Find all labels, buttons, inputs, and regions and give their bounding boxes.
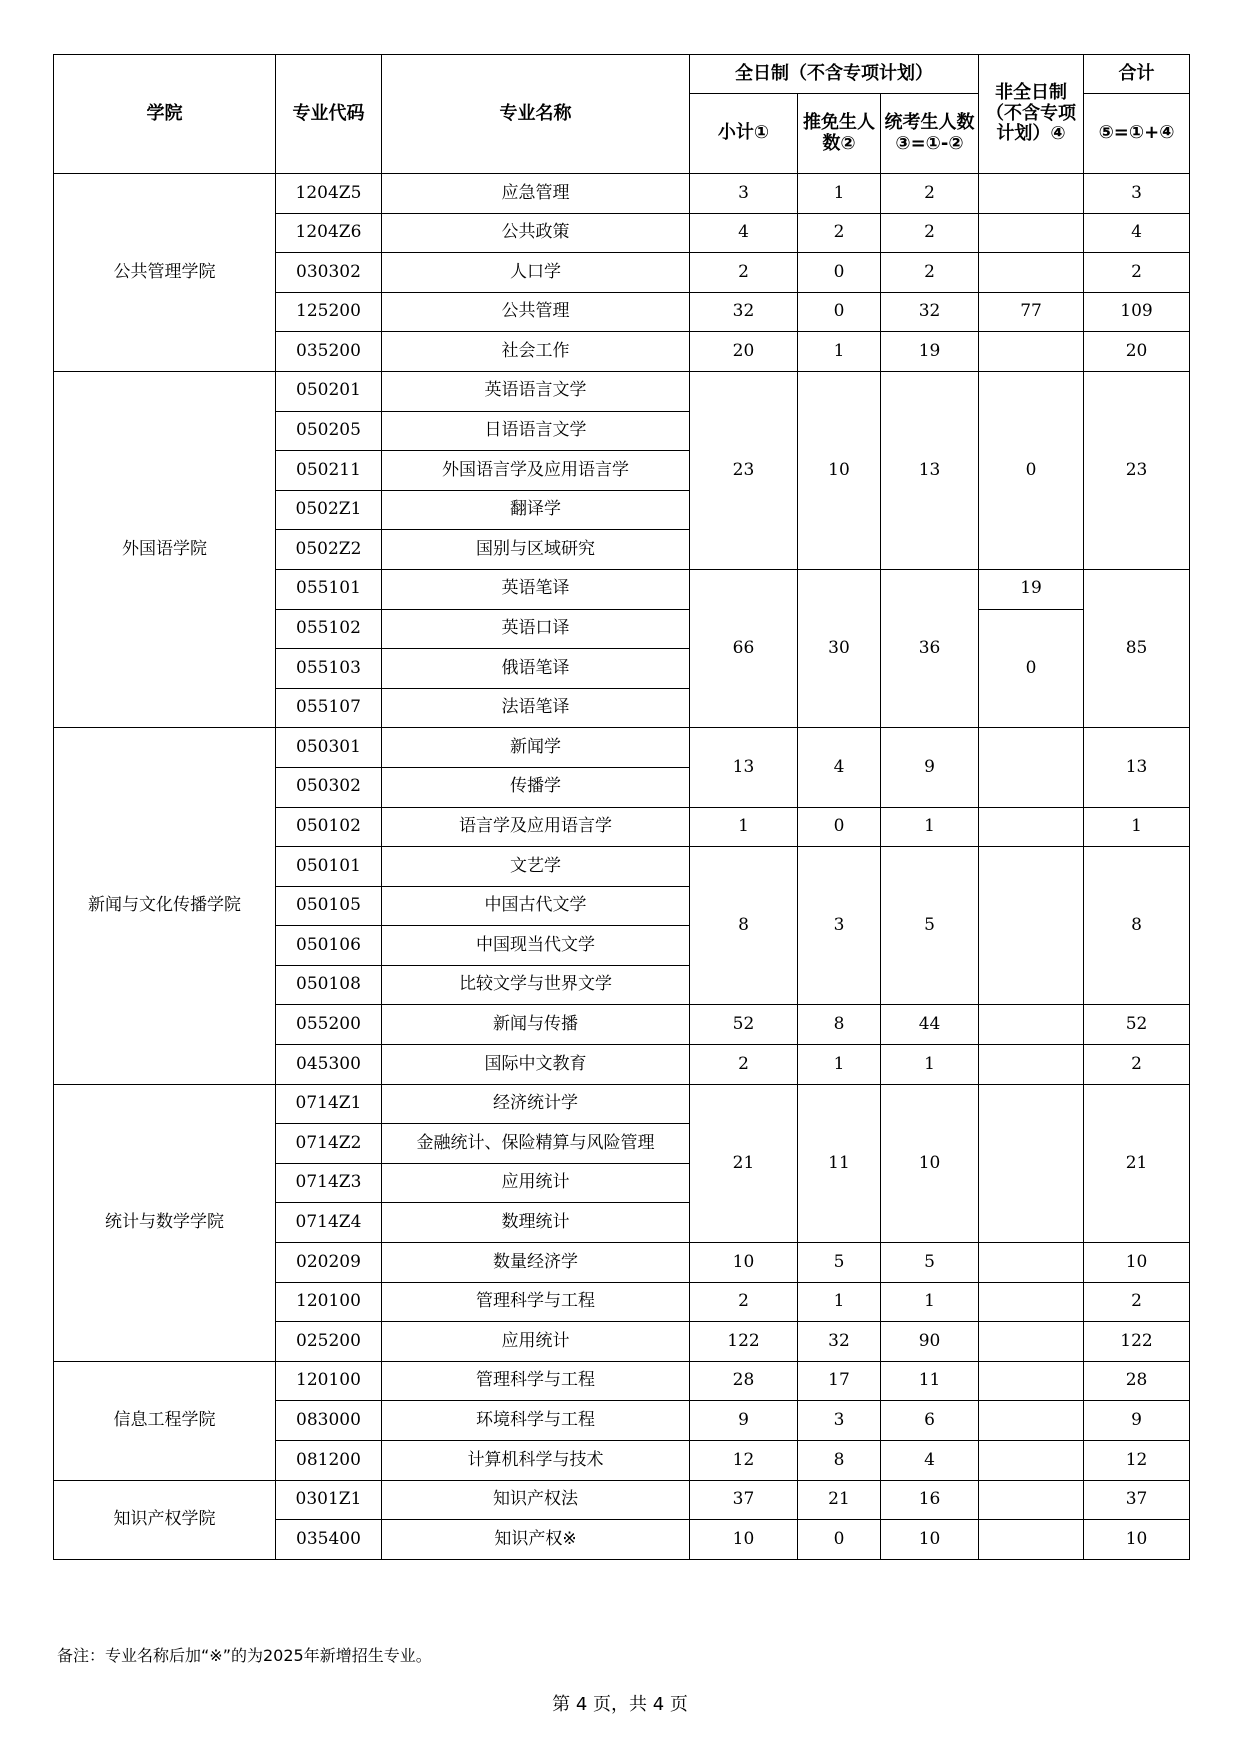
- parttime-cell: [979, 174, 1084, 214]
- total-cell: 109: [1084, 292, 1190, 332]
- major-name: 俄语笔译: [382, 649, 690, 689]
- college-cell: 知识产权学院: [54, 1480, 276, 1559]
- recommended-cell: 1: [798, 1045, 881, 1085]
- header-exam: 统考生人数③=①-②: [881, 94, 979, 174]
- recommended-cell: 1: [798, 1282, 881, 1322]
- table-row: [54, 728, 1190, 768]
- major-name: 新闻与传播: [382, 1005, 690, 1045]
- parttime-cell: [979, 1084, 1084, 1242]
- major-code: 055101: [276, 569, 382, 609]
- total-cell: 85: [1084, 569, 1190, 727]
- exam-cell: 5: [881, 1243, 979, 1283]
- major-code: 055102: [276, 609, 382, 649]
- major-name: 中国现当代文学: [382, 926, 690, 966]
- recommended-cell: 1: [798, 332, 881, 372]
- major-code: 1204Z6: [276, 213, 382, 253]
- total-cell: 28: [1084, 1361, 1190, 1401]
- subtotal-cell: 12: [690, 1441, 798, 1481]
- major-code: 0502Z2: [276, 530, 382, 570]
- major-code: 055107: [276, 688, 382, 728]
- header-major: 专业名称: [382, 55, 690, 174]
- total-cell: 2: [1084, 1282, 1190, 1322]
- major-name: 英语口译: [382, 609, 690, 649]
- parttime-cell: [979, 1401, 1084, 1441]
- subtotal-cell: 4: [690, 213, 798, 253]
- major-code: 050301: [276, 728, 382, 768]
- major-name: 外国语言学及应用语言学: [382, 451, 690, 491]
- major-name: 管理科学与工程: [382, 1361, 690, 1401]
- total-cell: 1: [1084, 807, 1190, 847]
- subtotal-cell: 13: [690, 728, 798, 807]
- parttime-cell: [979, 1322, 1084, 1362]
- parttime-cell: 19: [979, 569, 1084, 609]
- major-name: 数量经济学: [382, 1243, 690, 1283]
- major-name: 人口学: [382, 253, 690, 293]
- exam-cell: 5: [881, 847, 979, 1005]
- major-name: 翻译学: [382, 490, 690, 530]
- total-cell: 52: [1084, 1005, 1190, 1045]
- table-row: [54, 1084, 1190, 1124]
- major-code: 050108: [276, 965, 382, 1005]
- subtotal-cell: 66: [690, 569, 798, 727]
- major-name: 国别与区域研究: [382, 530, 690, 570]
- total-cell: 9: [1084, 1401, 1190, 1441]
- major-name: 比较文学与世界文学: [382, 965, 690, 1005]
- exam-cell: 32: [881, 292, 979, 332]
- major-code: 083000: [276, 1401, 382, 1441]
- total-cell: 4: [1084, 213, 1190, 253]
- recommended-cell: 0: [798, 1520, 881, 1560]
- major-name: 中国古代文学: [382, 886, 690, 926]
- total-cell: 2: [1084, 253, 1190, 293]
- major-name: 环境科学与工程: [382, 1401, 690, 1441]
- exam-cell: 16: [881, 1480, 979, 1520]
- parttime-cell: 0: [979, 609, 1084, 728]
- major-code: 0714Z4: [276, 1203, 382, 1243]
- major-name: 传播学: [382, 767, 690, 807]
- table-row: [54, 1480, 1190, 1520]
- subtotal-cell: 2: [690, 1045, 798, 1085]
- major-name: 日语语言文学: [382, 411, 690, 451]
- total-cell: 122: [1084, 1322, 1190, 1362]
- major-code: 050102: [276, 807, 382, 847]
- recommended-cell: 8: [798, 1441, 881, 1481]
- major-name: 英语笔译: [382, 569, 690, 609]
- exam-cell: 19: [881, 332, 979, 372]
- exam-cell: 10: [881, 1084, 979, 1242]
- recommended-cell: 1: [798, 174, 881, 214]
- major-code: 020209: [276, 1243, 382, 1283]
- recommended-cell: 30: [798, 569, 881, 727]
- subtotal-cell: 2: [690, 1282, 798, 1322]
- major-name: 应用统计: [382, 1322, 690, 1362]
- footnote: 备注：专业名称后加“※”的为2025年新增招生专业。: [57, 1646, 432, 1665]
- parttime-cell: 0: [979, 371, 1084, 569]
- exam-cell: 90: [881, 1322, 979, 1362]
- subtotal-cell: 3: [690, 174, 798, 214]
- total-cell: 2: [1084, 1045, 1190, 1085]
- total-cell: 8: [1084, 847, 1190, 1005]
- college-cell: 外国语学院: [54, 371, 276, 727]
- parttime-cell: [979, 1282, 1084, 1322]
- exam-cell: 10: [881, 1520, 979, 1560]
- total-cell: 12: [1084, 1441, 1190, 1481]
- subtotal-cell: 2: [690, 253, 798, 293]
- total-cell: 13: [1084, 728, 1190, 807]
- header-parttime: 非全日制（不含专项计划）④: [979, 55, 1084, 174]
- major-code: 120100: [276, 1282, 382, 1322]
- subtotal-cell: 8: [690, 847, 798, 1005]
- major-name: 公共政策: [382, 213, 690, 253]
- major-name: 知识产权法: [382, 1480, 690, 1520]
- major-code: 0301Z1: [276, 1480, 382, 1520]
- major-code: 0714Z3: [276, 1163, 382, 1203]
- subtotal-cell: 23: [690, 371, 798, 569]
- recommended-cell: 10: [798, 371, 881, 569]
- exam-cell: 4: [881, 1441, 979, 1481]
- major-code: 055103: [276, 649, 382, 689]
- major-code: 050211: [276, 451, 382, 491]
- recommended-cell: 4: [798, 728, 881, 807]
- header-fulltime: 全日制（不含专项计划）: [690, 55, 979, 94]
- exam-cell: 2: [881, 253, 979, 293]
- recommended-cell: 3: [798, 1401, 881, 1441]
- subtotal-cell: 20: [690, 332, 798, 372]
- subtotal-cell: 9: [690, 1401, 798, 1441]
- recommended-cell: 8: [798, 1005, 881, 1045]
- page-number: 第 4 页，共 4 页: [552, 1694, 688, 1715]
- major-name: 文艺学: [382, 847, 690, 887]
- header-total: 合计: [1084, 55, 1190, 94]
- recommended-cell: 5: [798, 1243, 881, 1283]
- exam-cell: 9: [881, 728, 979, 807]
- subtotal-cell: 37: [690, 1480, 798, 1520]
- enrollment-table: [53, 54, 1190, 1560]
- exam-cell: 13: [881, 371, 979, 569]
- total-cell: 37: [1084, 1480, 1190, 1520]
- table-row: [54, 174, 1190, 214]
- subtotal-cell: 21: [690, 1084, 798, 1242]
- major-name: 英语语言文学: [382, 371, 690, 411]
- exam-cell: 11: [881, 1361, 979, 1401]
- recommended-cell: 0: [798, 292, 881, 332]
- major-name: 法语笔译: [382, 688, 690, 728]
- exam-cell: 1: [881, 807, 979, 847]
- major-code: 0714Z2: [276, 1124, 382, 1164]
- exam-cell: 36: [881, 569, 979, 727]
- major-code: 1204Z5: [276, 174, 382, 214]
- header-code: 专业代码: [276, 55, 382, 174]
- college-cell: 新闻与文化传播学院: [54, 728, 276, 1084]
- exam-cell: 2: [881, 213, 979, 253]
- exam-cell: 44: [881, 1005, 979, 1045]
- table-row: [54, 371, 1190, 411]
- parttime-cell: [979, 213, 1084, 253]
- major-name: 应用统计: [382, 1163, 690, 1203]
- college-cell: 公共管理学院: [54, 174, 276, 372]
- parttime-cell: [979, 1441, 1084, 1481]
- subtotal-cell: 10: [690, 1520, 798, 1560]
- major-name: 新闻学: [382, 728, 690, 768]
- header-college: 学院: [54, 55, 276, 174]
- parttime-cell: [979, 728, 1084, 807]
- total-cell: 10: [1084, 1520, 1190, 1560]
- parttime-cell: [979, 1361, 1084, 1401]
- major-name: 语言学及应用语言学: [382, 807, 690, 847]
- major-code: 050205: [276, 411, 382, 451]
- parttime-cell: [979, 847, 1084, 1005]
- major-code: 030302: [276, 253, 382, 293]
- parttime-cell: [979, 253, 1084, 293]
- subtotal-cell: 52: [690, 1005, 798, 1045]
- major-name: 知识产权※: [382, 1520, 690, 1560]
- recommended-cell: 3: [798, 847, 881, 1005]
- major-code: 0714Z1: [276, 1084, 382, 1124]
- major-name: 金融统计、保险精算与风险管理: [382, 1124, 690, 1164]
- subtotal-cell: 28: [690, 1361, 798, 1401]
- major-name: 经济统计学: [382, 1084, 690, 1124]
- header-subtotal: 小计①: [690, 94, 798, 174]
- subtotal-cell: 10: [690, 1243, 798, 1283]
- exam-cell: 1: [881, 1282, 979, 1322]
- total-cell: 20: [1084, 332, 1190, 372]
- major-code: 050302: [276, 767, 382, 807]
- major-code: 081200: [276, 1441, 382, 1481]
- exam-cell: 1: [881, 1045, 979, 1085]
- major-code: 0502Z1: [276, 490, 382, 530]
- parttime-cell: [979, 1243, 1084, 1283]
- major-name: 国际中文教育: [382, 1045, 690, 1085]
- major-name: 管理科学与工程: [382, 1282, 690, 1322]
- parttime-cell: [979, 1005, 1084, 1045]
- major-code: 050201: [276, 371, 382, 411]
- total-cell: 3: [1084, 174, 1190, 214]
- subtotal-cell: 32: [690, 292, 798, 332]
- major-name: 计算机科学与技术: [382, 1441, 690, 1481]
- parttime-cell: [979, 807, 1084, 847]
- header-recommended: 推免生人数②: [798, 94, 881, 174]
- recommended-cell: 21: [798, 1480, 881, 1520]
- parttime-cell: [979, 332, 1084, 372]
- total-cell: 21: [1084, 1084, 1190, 1242]
- major-name: 应急管理: [382, 174, 690, 214]
- major-code: 120100: [276, 1361, 382, 1401]
- parttime-cell: [979, 1045, 1084, 1085]
- major-name: 公共管理: [382, 292, 690, 332]
- major-code: 035400: [276, 1520, 382, 1560]
- header-total-formula: ⑤=①+④: [1084, 94, 1190, 174]
- subtotal-cell: 122: [690, 1322, 798, 1362]
- recommended-cell: 32: [798, 1322, 881, 1362]
- major-name: 社会工作: [382, 332, 690, 372]
- recommended-cell: 11: [798, 1084, 881, 1242]
- recommended-cell: 17: [798, 1361, 881, 1401]
- parttime-cell: [979, 1480, 1084, 1520]
- major-code: 025200: [276, 1322, 382, 1362]
- exam-cell: 2: [881, 174, 979, 214]
- subtotal-cell: 1: [690, 807, 798, 847]
- college-cell: 统计与数学学院: [54, 1084, 276, 1361]
- parttime-cell: 77: [979, 292, 1084, 332]
- major-code: 050101: [276, 847, 382, 887]
- major-name: 数理统计: [382, 1203, 690, 1243]
- parttime-cell: [979, 1520, 1084, 1560]
- major-code: 050105: [276, 886, 382, 926]
- major-code: 050106: [276, 926, 382, 966]
- total-cell: 23: [1084, 371, 1190, 569]
- recommended-cell: 0: [798, 807, 881, 847]
- major-code: 055200: [276, 1005, 382, 1045]
- total-cell: 10: [1084, 1243, 1190, 1283]
- major-code: 045300: [276, 1045, 382, 1085]
- table-row: [54, 1361, 1190, 1401]
- college-cell: 信息工程学院: [54, 1361, 276, 1480]
- major-code: 125200: [276, 292, 382, 332]
- major-code: 035200: [276, 332, 382, 372]
- exam-cell: 6: [881, 1401, 979, 1441]
- recommended-cell: 0: [798, 253, 881, 293]
- recommended-cell: 2: [798, 213, 881, 253]
